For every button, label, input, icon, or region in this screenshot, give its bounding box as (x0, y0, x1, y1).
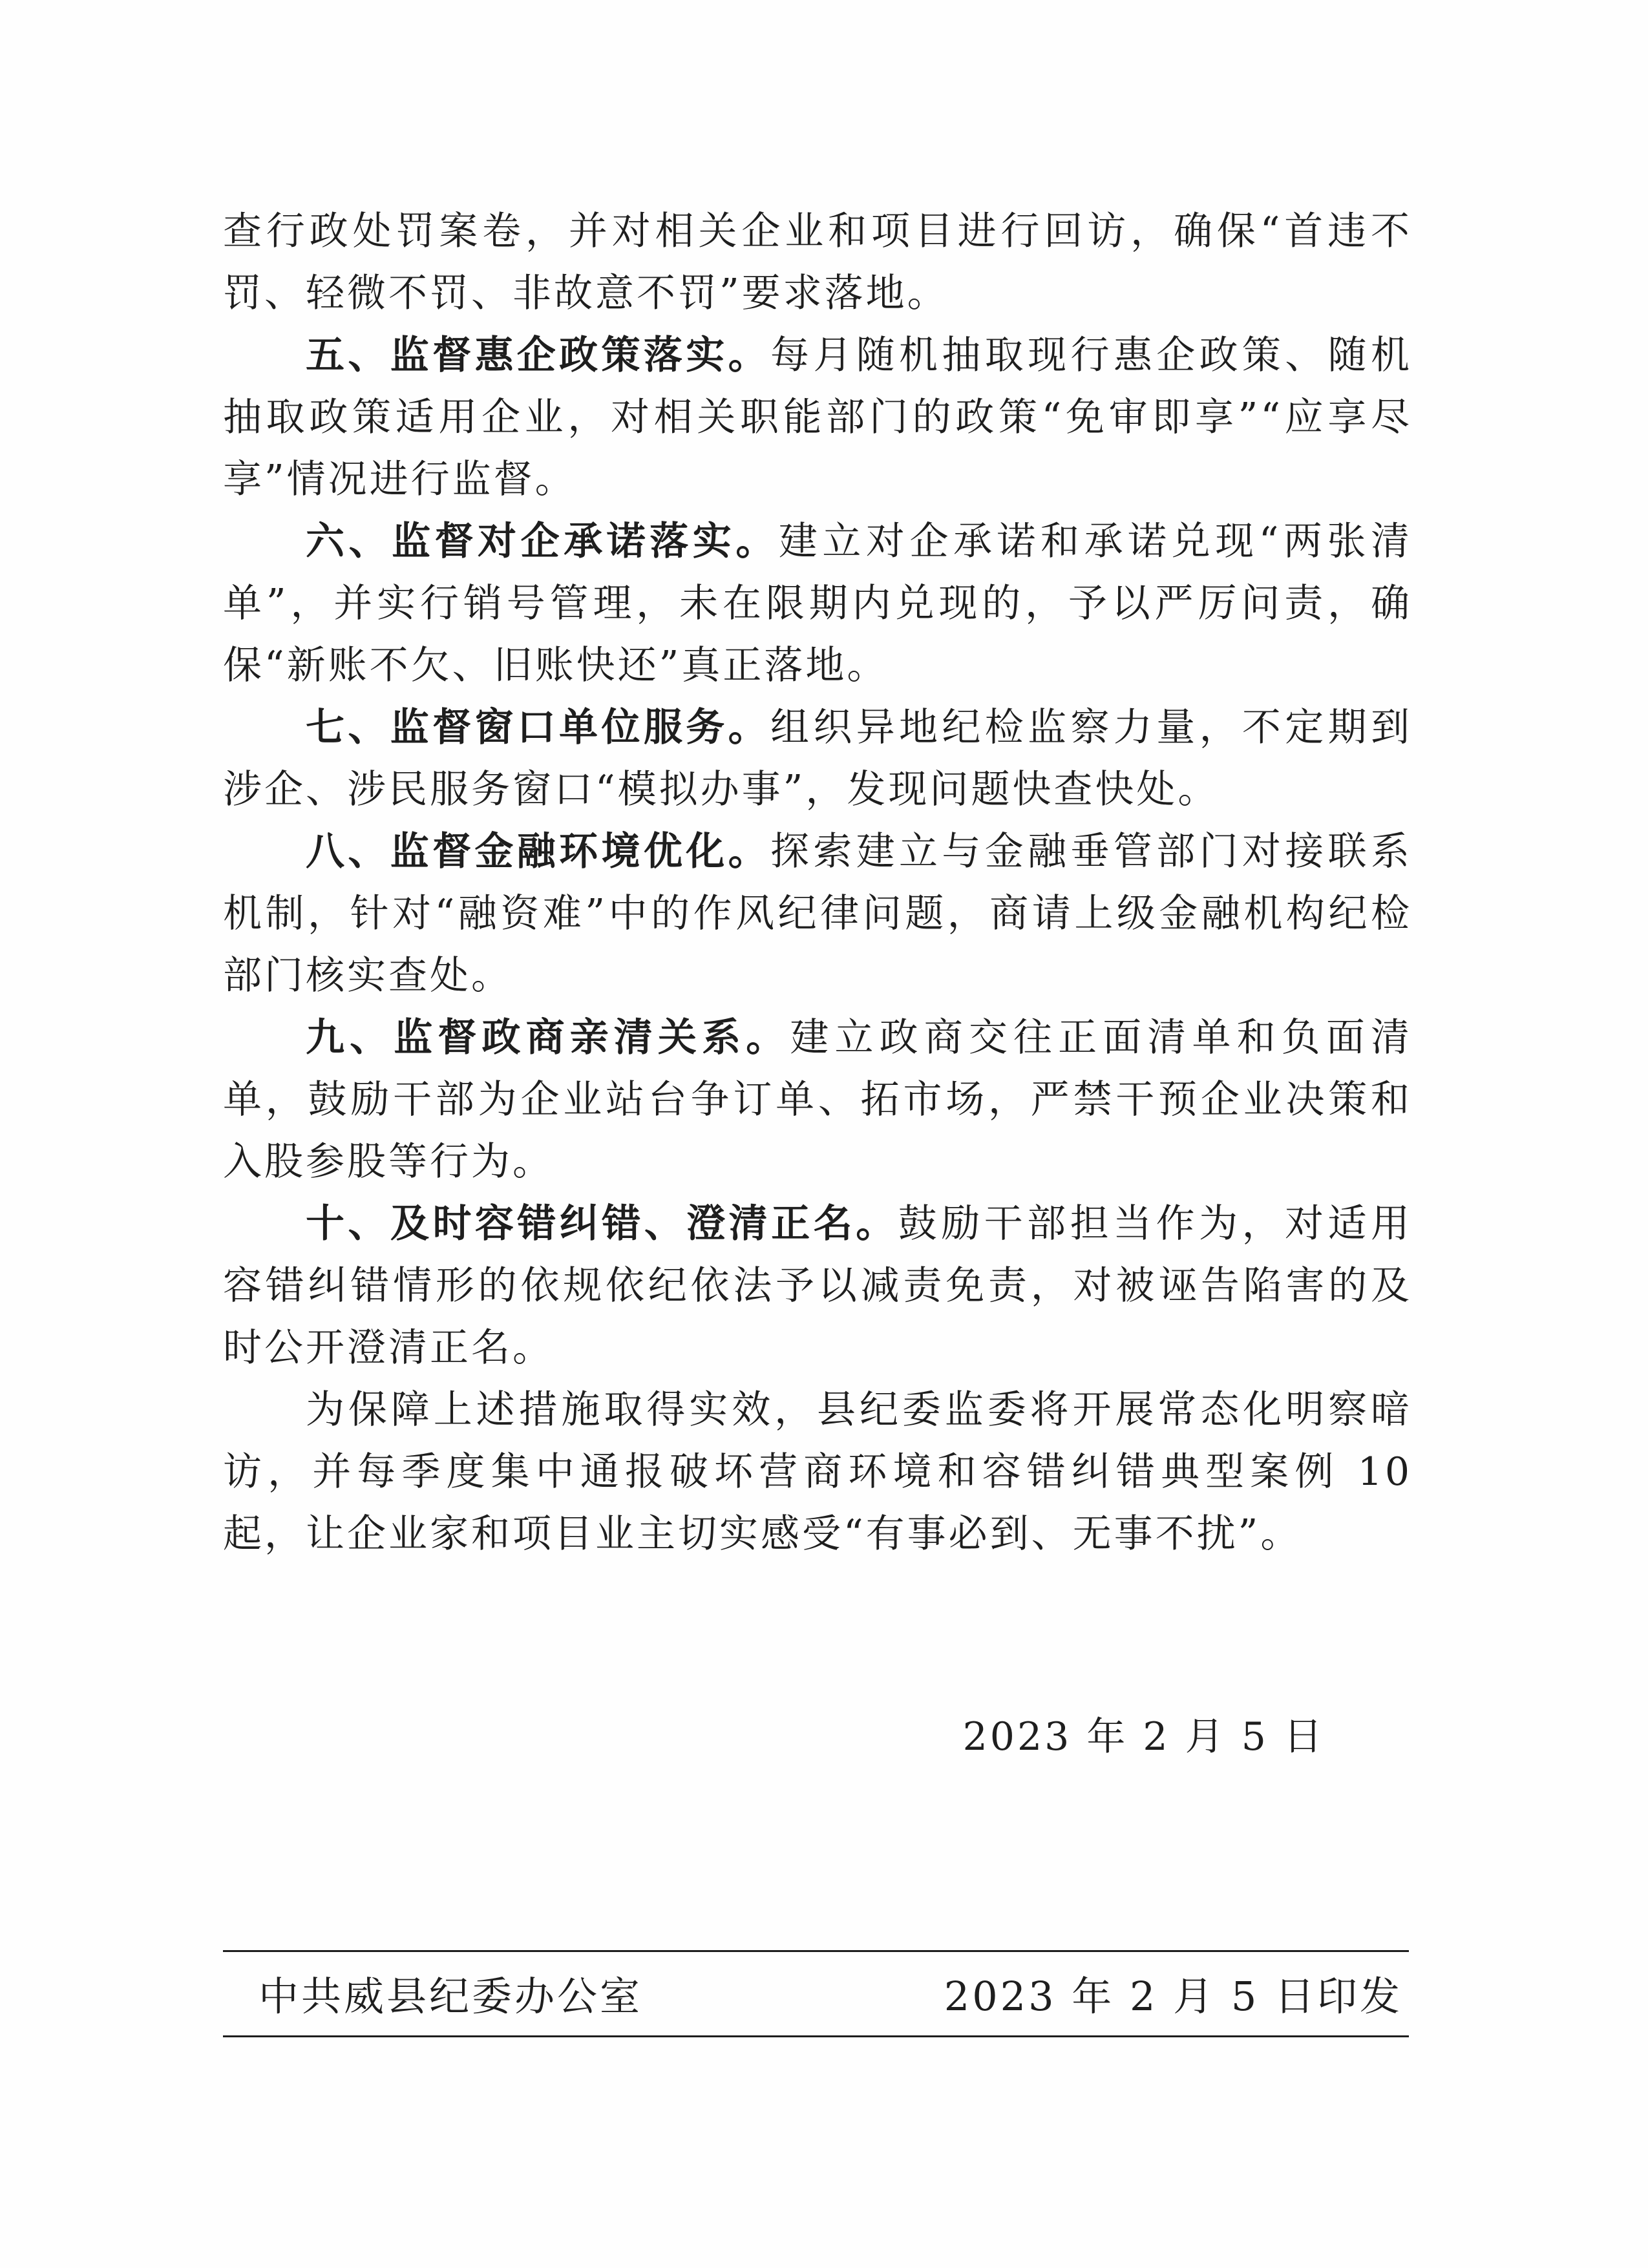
paragraph-heading: 六、监督对企承诺落实。 (306, 519, 779, 564)
paragraph-text: 探索建立与金融垂管部门对接联系机制，针对“融资难”中的作风纪律问题，商请上级金融机构纪检部门核实查处。 (223, 829, 1413, 998)
paragraph-text: 组织异地纪检监察力量，不定期到涉企、涉民服务窗口“模拟办事”，发现问题快查快处。 (223, 705, 1413, 812)
paragraph-heading: 八、监督金融环境优化。 (306, 829, 770, 874)
paragraph-item-8 (223, 821, 1412, 1007)
paragraph-item-9 (223, 1007, 1412, 1193)
paragraph-item-6 (223, 510, 1412, 697)
paragraph-heading: 九、监督政商亲清关系。 (306, 1015, 790, 1060)
paragraph-text: 建立对企承诺和承诺兑现“两张清单”，并实行销号管理，未在限期内兑现的，予以严厉问责，确保“新账不欠、旧账快还”真正落地。 (223, 519, 1412, 688)
paragraph-closing (223, 1379, 1412, 1565)
paragraph-heading: 七、监督窗口单位服务。 (306, 705, 770, 750)
signature-date: 2023 年 2 月 5 日 (962, 1714, 1325, 1759)
paragraph-heading: 十、及时容错纠错、澄清正名。 (306, 1201, 898, 1246)
paragraph-item-5 (223, 324, 1412, 510)
footer-issuer: 中共威县纪委办公室 (259, 1973, 643, 2020)
footer-divider-bottom (223, 2035, 1409, 2037)
paragraph-item-7 (223, 697, 1412, 821)
paragraph-text: 建立政商交往正面清单和负面清单，鼓励干部为企业站台争订单、拓市场，严禁干预企业决策和入股参股等行为。 (223, 1015, 1412, 1184)
paragraph-text: 查行政处罚案卷，并对相关企业和项目进行回访，确保“首违不罚、轻微不罚、非故意不罚”要求落地。 (223, 209, 1412, 316)
paragraph-continuation (223, 200, 1412, 324)
paragraph-text: 为保障上述措施取得实效，县纪委监委将开展常态化明察暗访，并每季度集中通报破坏营商环境和容错纠错典型案例 10 起，让企业家和项目业主切实感受“有事必到、无事不扰”。 (223, 1387, 1412, 1557)
document-body (223, 200, 1412, 1565)
footer-divider-top (223, 1950, 1409, 1952)
footer-issue-date: 2023 年 2 月 5 日印发 (944, 1973, 1402, 2020)
paragraph-text: 鼓励干部担当作为，对适用容错纠错情形的依规依纪依法予以减责免责，对被诬告陷害的及时公开澄清正名。 (223, 1201, 1413, 1370)
paragraph-item-10 (223, 1193, 1412, 1379)
paragraph-heading: 五、监督惠企政策落实。 (306, 333, 770, 378)
paragraph-text: 每月随机抽取现行惠企政策、随机抽取政策适用企业，对相关职能部门的政策“免审即享”“应享尽享”情况进行监督。 (223, 333, 1413, 502)
